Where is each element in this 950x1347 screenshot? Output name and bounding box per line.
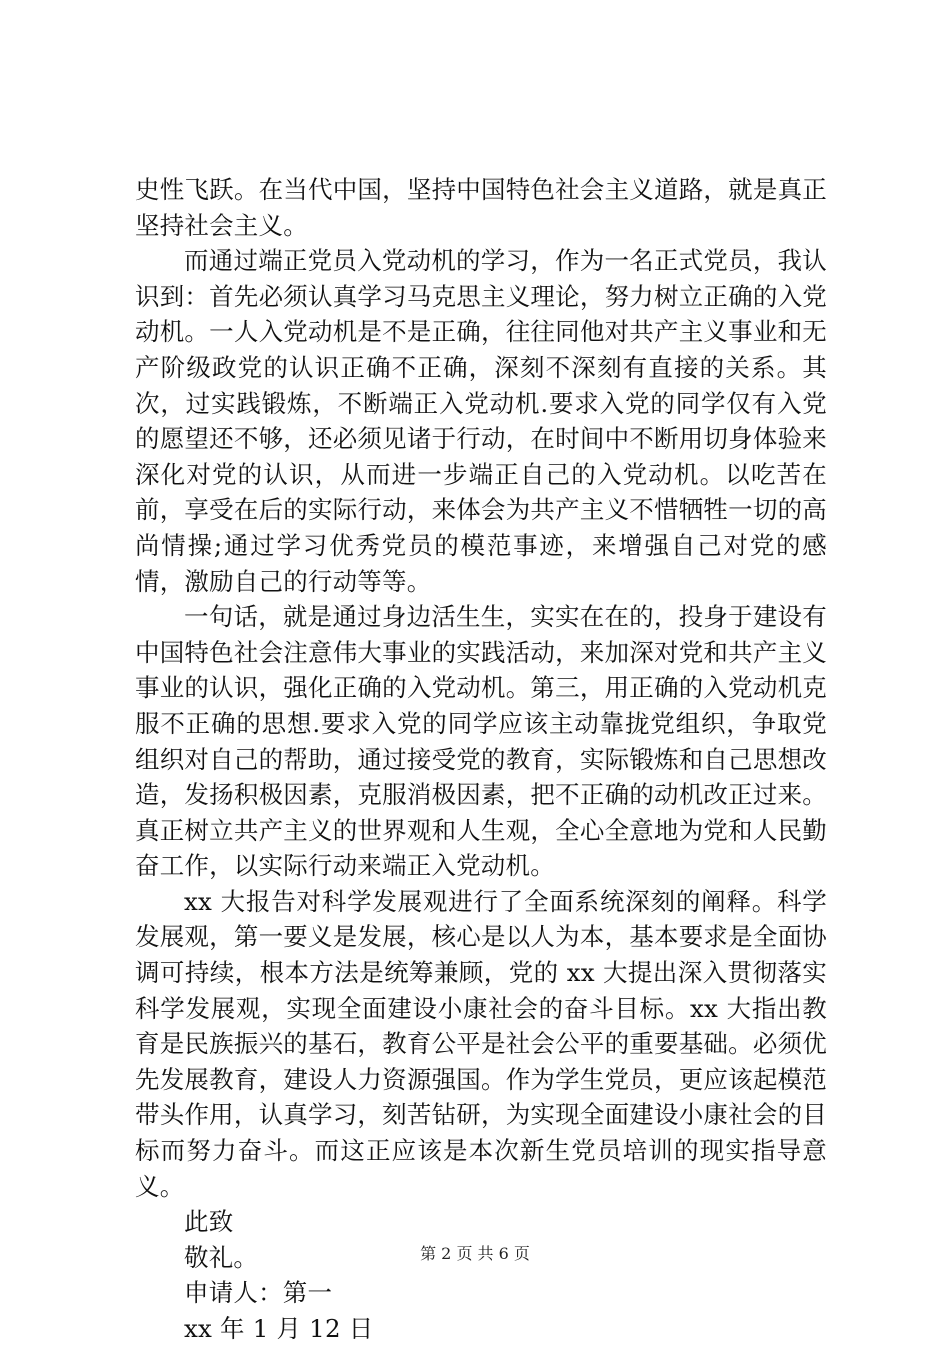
salutation-line: 敬礼。: [184, 1242, 259, 1272]
date-line: xx 年 1 月 12 日: [184, 1314, 374, 1343]
paragraph-motivation: 而通过端正党员入党动机的学习，作为一名正式党员，我认识到：首先必须认真学习马克思主义理论，努力树立正确的入党动机。一人入党动机是不是正确，往往同他对共产主义事业和无产阶级政党的认识正确不正确，深刻不深刻有直接的关系。其次，过实践锻炼，不断端正入党动机.要求入党的同学仅有入党的愿望还不够，还必须见诸于行动，在时间中不断用切身体验来深化对党的认识，从而进一步端正自己的入党动机。以吃苦在前，享受在后的实际行动，来体会为共产主义不惜牺牲一切的高尚情操;通过学习优秀党员的模范事迹，来增强自己对党的感情，激励自己的行动等等。: [135, 246, 827, 596]
paragraph-continuation: 史性飞跃。在当代中国，坚持中国特色社会主义道路，就是真正坚持社会主义。: [135, 175, 827, 240]
document-body: [135, 172, 827, 1347]
paragraph-practice: 一句话，就是通过身边活生生，实实在在的，投身于建设有中国特色社会注意伟大事业的实践活动，来加深对党和共产主义事业的认识，强化正确的入党动机。第三，用正确的入党动机克服不正确的思想.要求入党的同学应该主动靠拢党组织，争取党组织对自己的帮助，通过接受党的教育，实际锻炼和自己思想改造，发扬积极因素，克服消极因素，把不正确的动机改正过来。真正树立共产主义的世界观和人生观，全心全意地为党和人民勤奋工作，以实际行动来端正入党动机。: [135, 602, 827, 881]
page-number-footer: 第 2 页 共 6 页: [420, 1244, 530, 1263]
paragraph-scientific-development: xx 大报告对科学发展观进行了全面系统深刻的阐释。科学发展观，第一要义是发展，核心是以人为本，基本要求是全面协调可持续，根本方法是统筹兼顾，党的 xx 大提出深入贯彻落实科学发展观，实现全面建设小康社会的奋斗目标。xx 大指出教育是民族振兴的基石，教育公平是社会公平的重要基础。必须优先发展教育，建设人力资源强国。作为学生党员，更应该起模范带头作用，认真学习，刻苦钻研，为实现全面建设小康社会的目标而努力奋斗。而这正应该是本次新生党员培训的现实指导意义。: [135, 886, 827, 1201]
applicant-line: 申请人：第一: [184, 1278, 333, 1308]
closing-line: 此致: [184, 1207, 234, 1237]
